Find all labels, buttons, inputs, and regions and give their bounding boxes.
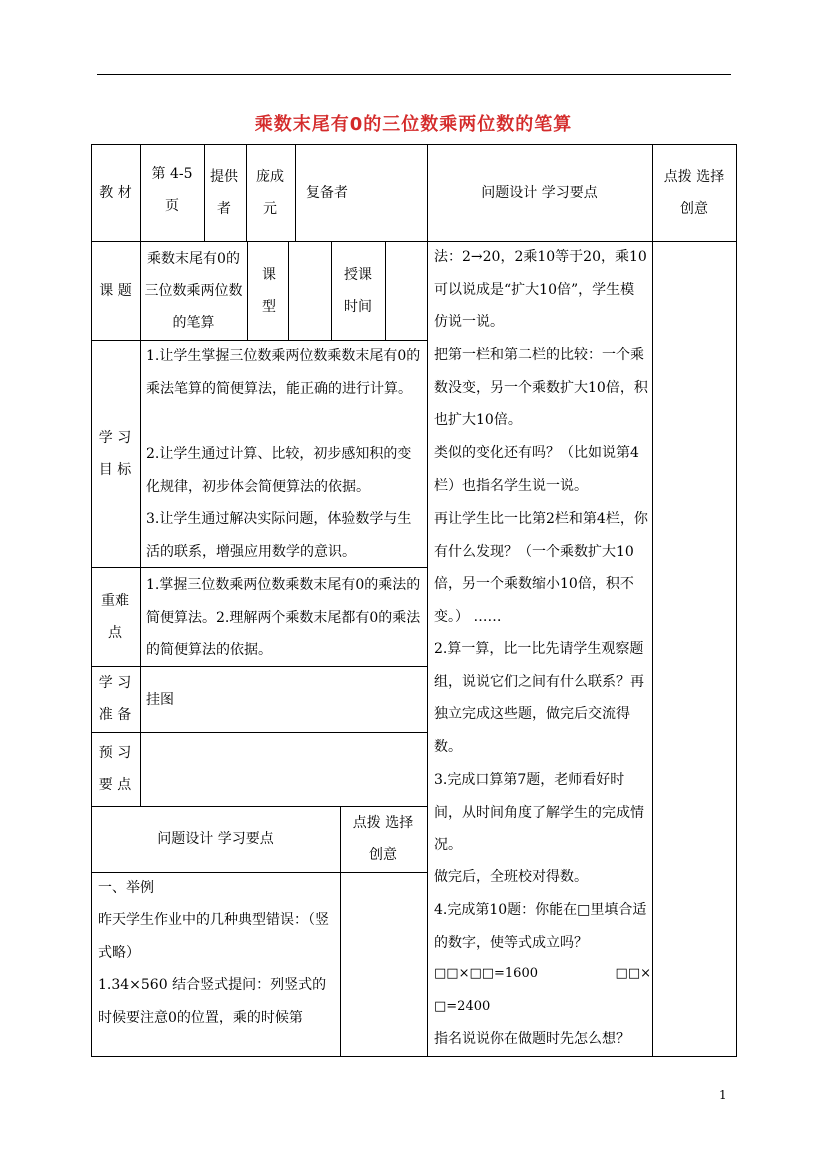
document-title: 乘数末尾有0的三位数乘两位数的笔算 bbox=[254, 114, 573, 135]
equation-2-part-2: □=2400 bbox=[434, 999, 491, 1014]
col-line bbox=[247, 241, 248, 340]
goals-label: 学 习 目 标 bbox=[98, 429, 132, 478]
col-line bbox=[204, 144, 205, 241]
design-paragraph: 指名说说你在做题时先怎么想？ bbox=[434, 1031, 630, 1047]
design-paragraph: 再让学生比一比第2栏和第4栏，你有什么发现？（一个乘数扩大10倍，另一个乘数缩小10倍，积不变。） …… bbox=[434, 511, 648, 625]
page-number: 1 bbox=[719, 1088, 727, 1102]
col-line bbox=[340, 806, 341, 1057]
hint-header-2: 点拨 选择 创意 bbox=[352, 815, 414, 863]
reviewer-label: 复备者 bbox=[306, 184, 348, 201]
equation-2-part-1: □□× bbox=[615, 966, 651, 981]
key-points-text: 1.掌握三位数乘两位数乘数末尾有0的乘法的简便算法。2.理解两个乘数末尾都有0的乘法的简便算法的依据。 bbox=[146, 577, 421, 658]
prep-label: 学 习 准 备 bbox=[98, 675, 132, 723]
equation-1: □□×□□=1600 bbox=[434, 966, 538, 981]
provider-label: 提供者 bbox=[210, 168, 238, 217]
design-header: 问题设计 学习要点 bbox=[481, 184, 598, 201]
topic-value: 乘数末尾有0的三位数乘两位数的笔算 bbox=[144, 250, 243, 331]
col-line bbox=[385, 241, 386, 340]
col-line bbox=[331, 241, 332, 340]
col-line bbox=[427, 144, 428, 1057]
design-paragraph: 4.完成第10题：你能在□里填合适的数字，使等式成立吗？ bbox=[434, 902, 647, 951]
design-paragraph: 类似的变化还有吗？（比如说第4栏）也指名学生说一说。 bbox=[434, 445, 639, 494]
key-points-label: 重难 点 bbox=[101, 592, 129, 641]
textbook-label: 教 材 bbox=[99, 184, 132, 201]
body-paragraph: 昨天学生作业中的几种典型错误：（竖式略） bbox=[98, 912, 329, 961]
preview-label: 预 习 要 点 bbox=[98, 745, 132, 793]
col-line bbox=[288, 241, 289, 340]
design-paragraph: 2.算一算，比一比先请学生观察题组，说说它们之间有什么联系？再独立完成这些题，做完后交流得数。 bbox=[434, 641, 644, 755]
col-line bbox=[140, 144, 141, 241]
prep-text: 挂图 bbox=[146, 692, 174, 708]
textbook-pages: 第 4-5 页 bbox=[151, 166, 193, 214]
lesson-type-label: 课 型 bbox=[262, 266, 276, 315]
design-paragraph: 3.完成口算第7题，老师看好时间，从时间角度了解学生的完成情况。 bbox=[434, 772, 644, 853]
design-paragraph: 做完后，全班校对得数。 bbox=[434, 869, 588, 885]
goal-item: 3.让学生通过解决实际问题，体验数学与生活的联系，增强应用数学的意识。 bbox=[146, 511, 412, 560]
design-paragraph: 把第一栏和第二栏的比较：一个乘数没变，另一个乘数扩大10倍，积也扩大10倍。 bbox=[434, 347, 648, 428]
design-header-2: 问题设计 学习要点 bbox=[157, 831, 274, 847]
hint-header: 点拨 选择 创意 bbox=[663, 168, 725, 217]
header-rule bbox=[97, 74, 731, 75]
col-line bbox=[246, 144, 247, 241]
col-line bbox=[140, 241, 141, 806]
teaching-time-label: 授课时间 bbox=[344, 266, 372, 315]
col-line bbox=[652, 144, 653, 1057]
topic-label: 课 题 bbox=[99, 282, 132, 299]
provider-name: 庞成元 bbox=[256, 168, 284, 217]
body-paragraph: 一、举例 bbox=[98, 880, 154, 896]
row-line bbox=[91, 732, 427, 733]
body-paragraph: 1.34×560 结合竖式提问：列竖式的时候要注意0的位置，乘的时候第 bbox=[98, 977, 327, 1026]
goal-item: 1.让学生掌握三位数乘两位数乘数末尾有0的乘法笔算的简便算法，能正确的进行计算。 bbox=[146, 348, 421, 397]
goal-item: 2.让学生通过计算、比较，初步感知积的变化规律，初步体会简便算法的依据。 bbox=[146, 446, 412, 495]
design-paragraph: 法：2→20，2乘10等于20，乘10可以说成是“扩大10倍”，学生模仿说一说。 bbox=[434, 249, 647, 330]
